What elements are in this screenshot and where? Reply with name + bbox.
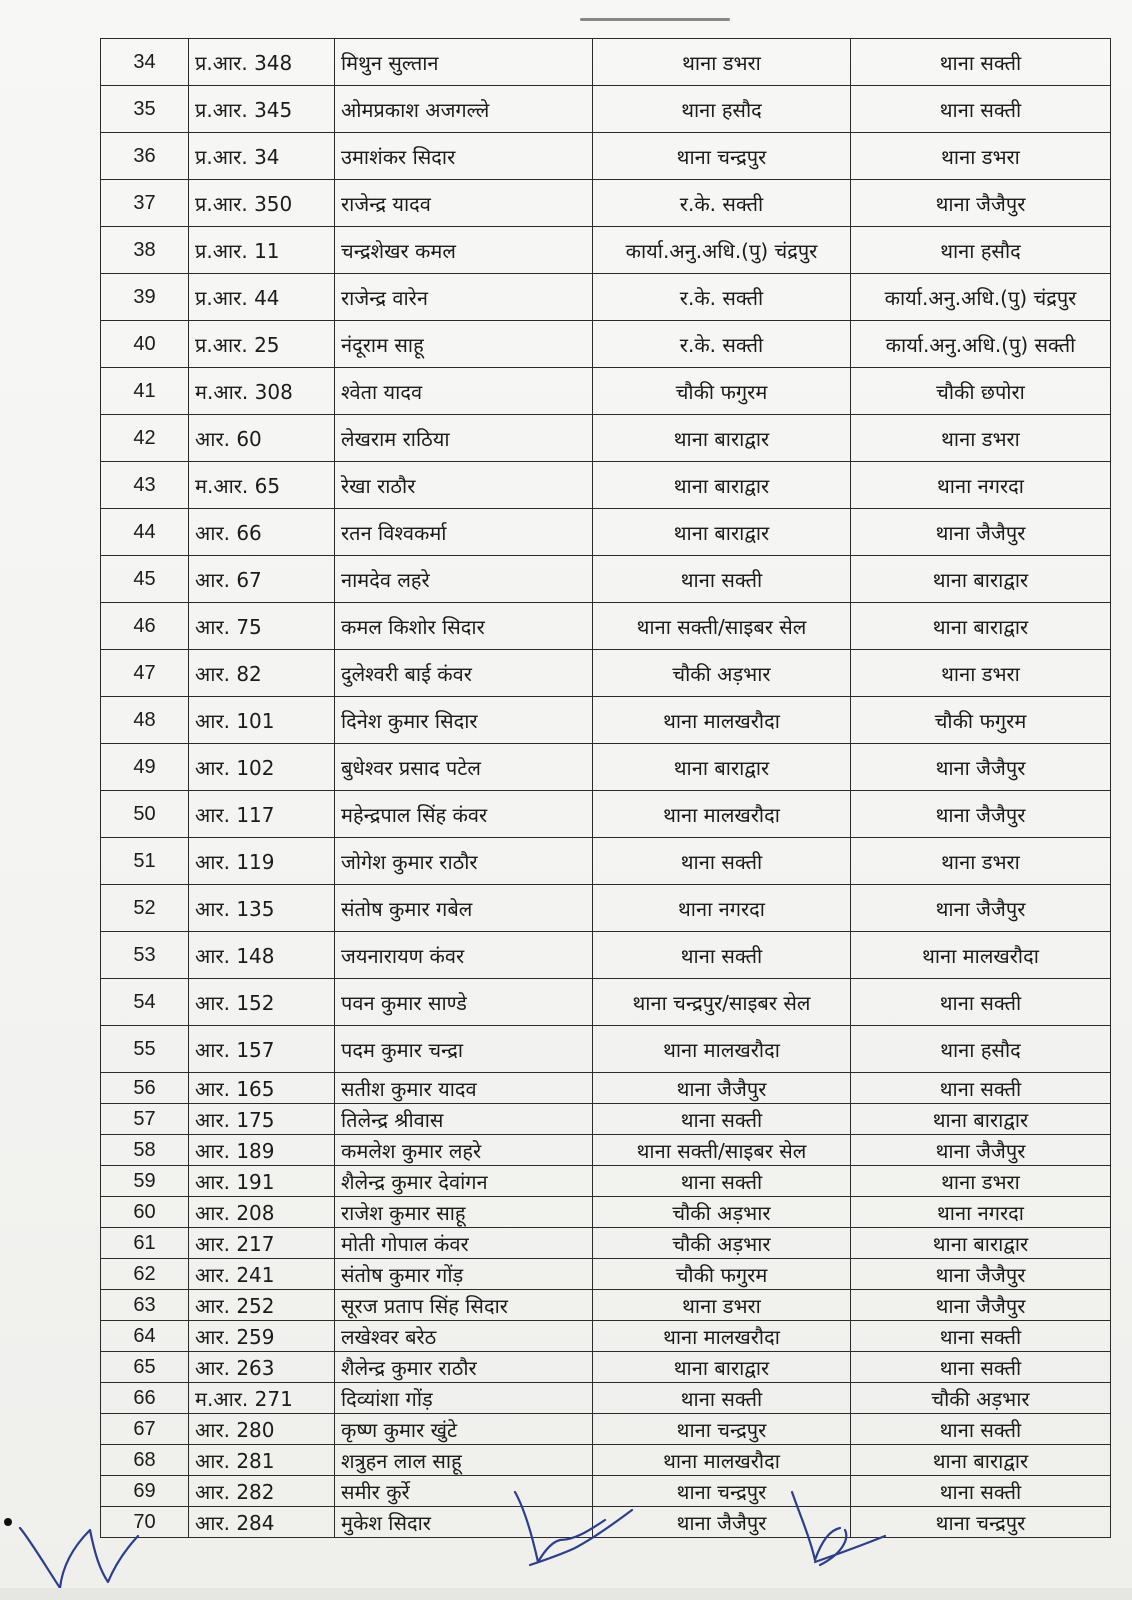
table-row [101, 133, 1111, 180]
new-posting-cell: थाना नगरदा [851, 462, 1111, 509]
serial-number-cell: 49 [101, 744, 189, 791]
employee-name-cell: राजेश कुमार साहू [335, 1197, 593, 1228]
rank-number-cell: आर. 263 [189, 1352, 335, 1383]
serial-number-cell: 56 [101, 1073, 189, 1104]
current-posting-cell: चौकी अड़भार [593, 1197, 851, 1228]
current-posting-cell: थाना हसौद [593, 86, 851, 133]
new-posting-cell: चौकी फगुरम [851, 697, 1111, 744]
rank-number-cell: आर. 119 [189, 838, 335, 885]
current-posting-cell: थाना बाराद्वार [593, 462, 851, 509]
table-row [101, 838, 1111, 885]
employee-name-cell: कृष्ण कुमार खुंटे [335, 1414, 593, 1445]
table-row [101, 86, 1111, 133]
serial-number-cell: 38 [101, 227, 189, 274]
new-posting-cell: थाना डभरा [851, 133, 1111, 180]
table-row [101, 979, 1111, 1026]
current-posting-cell: थाना सक्ती [593, 838, 851, 885]
new-posting-cell: थाना जैजैपुर [851, 1135, 1111, 1166]
new-posting-cell: थाना सक्ती [851, 39, 1111, 86]
table-row [101, 885, 1111, 932]
current-posting-cell: थाना सक्ती/साइबर सेल [593, 603, 851, 650]
serial-number-cell: 66 [101, 1383, 189, 1414]
transfer-table-body [101, 39, 1111, 1538]
current-posting-cell: थाना चन्द्रपुर/साइबर सेल [593, 979, 851, 1026]
rank-number-cell: आर. 241 [189, 1259, 335, 1290]
table-row [101, 697, 1111, 744]
employee-name-cell: रतन विश्वकर्मा [335, 509, 593, 556]
new-posting-cell: थाना डभरा [851, 415, 1111, 462]
table-row [101, 1290, 1111, 1321]
current-posting-cell: थाना डभरा [593, 1290, 851, 1321]
rank-number-cell: आर. 280 [189, 1414, 335, 1445]
employee-name-cell: चन्द्रशेखर कमल [335, 227, 593, 274]
current-posting-cell: र.के. सक्ती [593, 321, 851, 368]
serial-number-cell: 48 [101, 697, 189, 744]
new-posting-cell: थाना जैजैपुर [851, 180, 1111, 227]
table-row [101, 556, 1111, 603]
rank-number-cell: प्र.आर. 11 [189, 227, 335, 274]
serial-number-cell: 34 [101, 39, 189, 86]
new-posting-cell: थाना बाराद्वार [851, 1228, 1111, 1259]
current-posting-cell: थाना मालखरौदा [593, 697, 851, 744]
new-posting-cell: थाना बाराद्वार [851, 603, 1111, 650]
current-posting-cell: चौकी अड़भार [593, 650, 851, 697]
employee-name-cell: पवन कुमार साण्डे [335, 979, 593, 1026]
new-posting-cell: कार्या.अनु.अधि.(पु) सक्ती [851, 321, 1111, 368]
employee-name-cell: मोती गोपाल कंवर [335, 1228, 593, 1259]
serial-number-cell: 65 [101, 1352, 189, 1383]
table-row [101, 1352, 1111, 1383]
new-posting-cell: थाना सक्ती [851, 1352, 1111, 1383]
rank-number-cell: आर. 82 [189, 650, 335, 697]
table-row [101, 1259, 1111, 1290]
table-row [101, 368, 1111, 415]
table-row [101, 791, 1111, 838]
new-posting-cell: थाना सक्ती [851, 979, 1111, 1026]
serial-number-cell: 70 [101, 1507, 189, 1538]
current-posting-cell: थाना जैजैपुर [593, 1073, 851, 1104]
table-row [101, 1321, 1111, 1352]
rank-number-cell: आर. 208 [189, 1197, 335, 1228]
rank-number-cell: आर. 152 [189, 979, 335, 1026]
rank-number-cell: आर. 282 [189, 1476, 335, 1507]
employee-name-cell: दुलेश्वरी बाई कंवर [335, 650, 593, 697]
employee-name-cell: संतोष कुमार गोंड़ [335, 1259, 593, 1290]
serial-number-cell: 43 [101, 462, 189, 509]
current-posting-cell: थाना सक्ती [593, 1166, 851, 1197]
employee-name-cell: सूरज प्रताप सिंह सिदार [335, 1290, 593, 1321]
page-bottom-edge [0, 1588, 1132, 1600]
employee-name-cell: सतीश कुमार यादव [335, 1073, 593, 1104]
new-posting-cell: थाना सक्ती [851, 86, 1111, 133]
rank-number-cell: म.आर. 271 [189, 1383, 335, 1414]
rank-number-cell: प्र.आर. 345 [189, 86, 335, 133]
employee-name-cell: दिनेश कुमार सिदार [335, 697, 593, 744]
new-posting-cell: थाना जैजैपुर [851, 1290, 1111, 1321]
table-row [101, 227, 1111, 274]
serial-number-cell: 41 [101, 368, 189, 415]
current-posting-cell: कार्या.अनु.अधि.(पु) चंद्रपुर [593, 227, 851, 274]
serial-number-cell: 47 [101, 650, 189, 697]
table-row [101, 321, 1111, 368]
new-posting-cell: थाना जैजैपुर [851, 509, 1111, 556]
employee-name-cell: राजेन्द्र वारेन [335, 274, 593, 321]
employee-name-cell: पदम कुमार चन्द्रा [335, 1026, 593, 1073]
employee-name-cell: मुकेश सिदार [335, 1507, 593, 1538]
serial-number-cell: 69 [101, 1476, 189, 1507]
new-posting-cell: थाना डभरा [851, 838, 1111, 885]
employee-name-cell: ओमप्रकाश अजगल्ले [335, 86, 593, 133]
top-edge-mark [580, 18, 730, 21]
table-row [101, 1507, 1111, 1538]
employee-name-cell: रेखा राठौर [335, 462, 593, 509]
rank-number-cell: आर. 284 [189, 1507, 335, 1538]
rank-number-cell: आर. 148 [189, 932, 335, 979]
table-row [101, 1476, 1111, 1507]
serial-number-cell: 54 [101, 979, 189, 1026]
serial-number-cell: 51 [101, 838, 189, 885]
table-row [101, 1445, 1111, 1476]
table-row [101, 1228, 1111, 1259]
employee-name-cell: मिथुन सुल्तान [335, 39, 593, 86]
rank-number-cell: आर. 75 [189, 603, 335, 650]
current-posting-cell: थाना मालखरौदा [593, 791, 851, 838]
new-posting-cell: थाना सक्ती [851, 1414, 1111, 1445]
serial-number-cell: 64 [101, 1321, 189, 1352]
table-row [101, 1166, 1111, 1197]
rank-number-cell: प्र.आर. 350 [189, 180, 335, 227]
rank-number-cell: प्र.आर. 44 [189, 274, 335, 321]
new-posting-cell: चौकी छपोरा [851, 368, 1111, 415]
employee-name-cell: कमलेश कुमार लहरे [335, 1135, 593, 1166]
serial-number-cell: 37 [101, 180, 189, 227]
serial-number-cell: 40 [101, 321, 189, 368]
new-posting-cell: थाना चन्द्रपुर [851, 1507, 1111, 1538]
new-posting-cell: थाना बाराद्वार [851, 1445, 1111, 1476]
current-posting-cell: थाना मालखरौदा [593, 1321, 851, 1352]
serial-number-cell: 67 [101, 1414, 189, 1445]
new-posting-cell: कार्या.अनु.अधि.(पु) चंद्रपुर [851, 274, 1111, 321]
serial-number-cell: 36 [101, 133, 189, 180]
rank-number-cell: आर. 217 [189, 1228, 335, 1259]
rank-number-cell: आर. 157 [189, 1026, 335, 1073]
serial-number-cell: 61 [101, 1228, 189, 1259]
rank-number-cell: आर. 117 [189, 791, 335, 838]
employee-name-cell: लेखराम राठिया [335, 415, 593, 462]
employee-name-cell: बुधेश्वर प्रसाद पटेल [335, 744, 593, 791]
current-posting-cell: चौकी अड़भार [593, 1228, 851, 1259]
new-posting-cell: चौकी अड़भार [851, 1383, 1111, 1414]
serial-number-cell: 50 [101, 791, 189, 838]
table-row [101, 1197, 1111, 1228]
new-posting-cell: थाना बाराद्वार [851, 556, 1111, 603]
table-row [101, 1414, 1111, 1445]
rank-number-cell: प्र.आर. 34 [189, 133, 335, 180]
rank-number-cell: आर. 135 [189, 885, 335, 932]
current-posting-cell: र.के. सक्ती [593, 180, 851, 227]
table-row [101, 1026, 1111, 1073]
new-posting-cell: थाना नगरदा [851, 1197, 1111, 1228]
table-row [101, 39, 1111, 86]
current-posting-cell: थाना सक्ती [593, 556, 851, 603]
transfer-table [100, 38, 1111, 1538]
new-posting-cell: थाना जैजैपुर [851, 1259, 1111, 1290]
table-row [101, 1104, 1111, 1135]
rank-number-cell: आर. 281 [189, 1445, 335, 1476]
current-posting-cell: थाना सक्ती [593, 1104, 851, 1135]
serial-number-cell: 59 [101, 1166, 189, 1197]
rank-number-cell: आर. 189 [189, 1135, 335, 1166]
table-row [101, 1073, 1111, 1104]
rank-number-cell: आर. 252 [189, 1290, 335, 1321]
new-posting-cell: थाना मालखरौदा [851, 932, 1111, 979]
new-posting-cell: थाना हसौद [851, 227, 1111, 274]
employee-name-cell: उमाशंकर सिदार [335, 133, 593, 180]
ink-dot [4, 1518, 12, 1526]
current-posting-cell: थाना बाराद्वार [593, 1352, 851, 1383]
new-posting-cell: थाना सक्ती [851, 1073, 1111, 1104]
employee-name-cell: नंदूराम साहू [335, 321, 593, 368]
new-posting-cell: थाना हसौद [851, 1026, 1111, 1073]
table-row [101, 1383, 1111, 1414]
employee-name-cell: कमल किशोर सिदार [335, 603, 593, 650]
serial-number-cell: 62 [101, 1259, 189, 1290]
table-row [101, 274, 1111, 321]
current-posting-cell: थाना नगरदा [593, 885, 851, 932]
rank-number-cell: आर. 165 [189, 1073, 335, 1104]
employee-name-cell: जोगेश कुमार राठौर [335, 838, 593, 885]
current-posting-cell: थाना चन्द्रपुर [593, 133, 851, 180]
employee-name-cell: दिव्यांशा गोंड़ [335, 1383, 593, 1414]
current-posting-cell: थाना चन्द्रपुर [593, 1476, 851, 1507]
rank-number-cell: आर. 66 [189, 509, 335, 556]
rank-number-cell: आर. 191 [189, 1166, 335, 1197]
serial-number-cell: 55 [101, 1026, 189, 1073]
new-posting-cell: थाना डभरा [851, 1166, 1111, 1197]
current-posting-cell: चौकी फगुरम [593, 1259, 851, 1290]
employee-name-cell: शत्रुहन लाल साहू [335, 1445, 593, 1476]
current-posting-cell: थाना बाराद्वार [593, 744, 851, 791]
table-row [101, 462, 1111, 509]
serial-number-cell: 60 [101, 1197, 189, 1228]
current-posting-cell: थाना सक्ती/साइबर सेल [593, 1135, 851, 1166]
new-posting-cell: थाना बाराद्वार [851, 1104, 1111, 1135]
rank-number-cell: प्र.आर. 348 [189, 39, 335, 86]
rank-number-cell: आर. 60 [189, 415, 335, 462]
current-posting-cell: थाना बाराद्वार [593, 509, 851, 556]
current-posting-cell: थाना जैजैपुर [593, 1507, 851, 1538]
rank-number-cell: आर. 101 [189, 697, 335, 744]
table-row [101, 180, 1111, 227]
rank-number-cell: म.आर. 308 [189, 368, 335, 415]
current-posting-cell: थाना मालखरौदा [593, 1445, 851, 1476]
employee-name-cell: शैलेन्द्र कुमार देवांगन [335, 1166, 593, 1197]
table-row [101, 650, 1111, 697]
serial-number-cell: 35 [101, 86, 189, 133]
serial-number-cell: 58 [101, 1135, 189, 1166]
new-posting-cell: थाना डभरा [851, 650, 1111, 697]
rank-number-cell: आर. 102 [189, 744, 335, 791]
employee-name-cell: राजेन्द्र यादव [335, 180, 593, 227]
serial-number-cell: 46 [101, 603, 189, 650]
table-row [101, 744, 1111, 791]
table-row [101, 1135, 1111, 1166]
serial-number-cell: 45 [101, 556, 189, 603]
new-posting-cell: थाना जैजैपुर [851, 791, 1111, 838]
employee-name-cell: शैलेन्द्र कुमार राठौर [335, 1352, 593, 1383]
serial-number-cell: 42 [101, 415, 189, 462]
employee-name-cell: नामदेव लहरे [335, 556, 593, 603]
table-row [101, 509, 1111, 556]
employee-name-cell: महेन्द्रपाल सिंह कंवर [335, 791, 593, 838]
current-posting-cell: चौकी फगुरम [593, 368, 851, 415]
current-posting-cell: थाना सक्ती [593, 1383, 851, 1414]
rank-number-cell: म.आर. 65 [189, 462, 335, 509]
current-posting-cell: र.के. सक्ती [593, 274, 851, 321]
new-posting-cell: थाना सक्ती [851, 1321, 1111, 1352]
employee-name-cell: समीर कुर्रे [335, 1476, 593, 1507]
employee-name-cell: श्वेता यादव [335, 368, 593, 415]
table-row [101, 932, 1111, 979]
new-posting-cell: थाना जैजैपुर [851, 744, 1111, 791]
employee-name-cell: जयनारायण कंवर [335, 932, 593, 979]
table-row [101, 603, 1111, 650]
serial-number-cell: 44 [101, 509, 189, 556]
rank-number-cell: आर. 259 [189, 1321, 335, 1352]
rank-number-cell: आर. 67 [189, 556, 335, 603]
current-posting-cell: थाना डभरा [593, 39, 851, 86]
serial-number-cell: 63 [101, 1290, 189, 1321]
table-row [101, 415, 1111, 462]
serial-number-cell: 53 [101, 932, 189, 979]
serial-number-cell: 39 [101, 274, 189, 321]
serial-number-cell: 52 [101, 885, 189, 932]
new-posting-cell: थाना सक्ती [851, 1476, 1111, 1507]
serial-number-cell: 68 [101, 1445, 189, 1476]
current-posting-cell: थाना मालखरौदा [593, 1026, 851, 1073]
employee-name-cell: संतोष कुमार गबेल [335, 885, 593, 932]
current-posting-cell: थाना सक्ती [593, 932, 851, 979]
employee-name-cell: तिलेन्द्र श्रीवास [335, 1104, 593, 1135]
new-posting-cell: थाना जैजैपुर [851, 885, 1111, 932]
current-posting-cell: थाना बाराद्वार [593, 415, 851, 462]
rank-number-cell: प्र.आर. 25 [189, 321, 335, 368]
current-posting-cell: थाना चन्द्रपुर [593, 1414, 851, 1445]
employee-name-cell: लखेश्वर बरेठ [335, 1321, 593, 1352]
rank-number-cell: आर. 175 [189, 1104, 335, 1135]
serial-number-cell: 57 [101, 1104, 189, 1135]
